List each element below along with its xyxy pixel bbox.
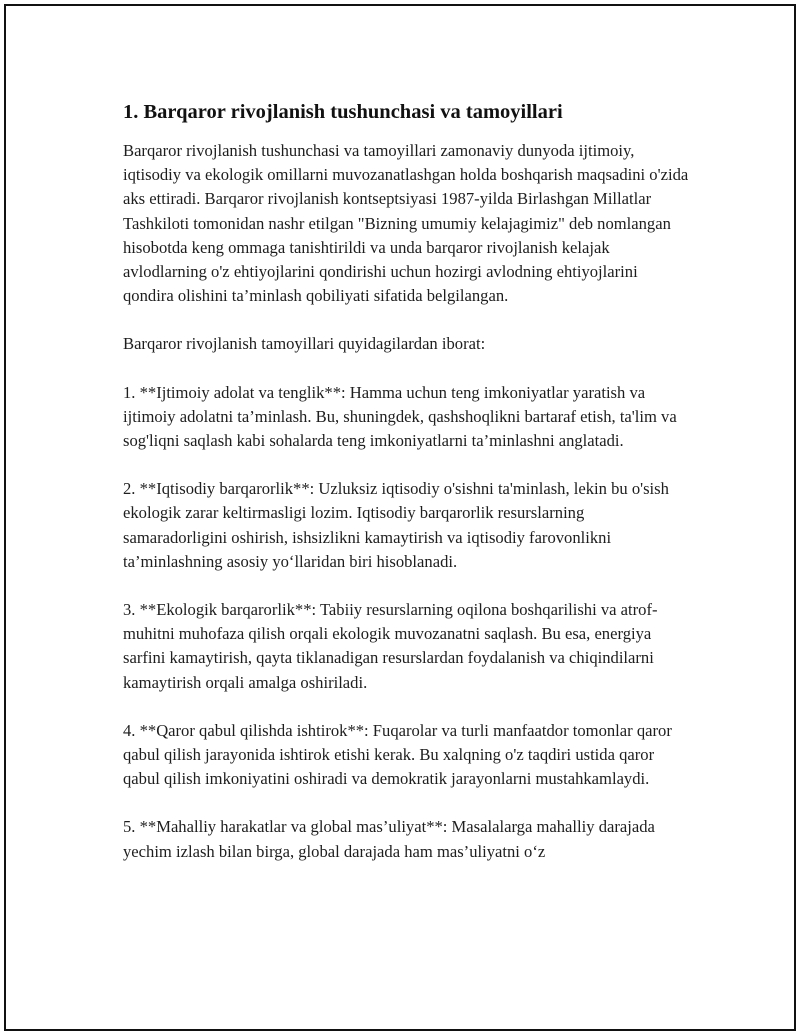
principle-4-paragraph: 4. **Qaror qabul qilishda ishtirok**: Fuqarolar va turli manfaatdor tomonlar qaror qabul qilish jarayonida ishtirok etishi kerak. Bu xalqning o'z taqdiri ustida qaror qabul qilish imkoniyatini oshiradi va demokratik jarayonlarni mustahkamlaydi. bbox=[123, 720, 672, 789]
document-body bbox=[123, 99, 691, 888]
principles-lead-paragraph: Barqaror rivojlanish tamoyillari quyidagilardan iborat: bbox=[123, 334, 486, 354]
principle-1-paragraph: 1. **Ijtimoiy adolat va tenglik**: Hamma uchun teng imkoniyatlar yaratish va ijtimoiy adolatni ta’minlash. Bu, shuningdek, qashshoqlikni bartaraf etish, ta'lim va sog'liqni saqlash kabi sohalarda teng imkoniyatlarni ta’minlashni anglatadi. bbox=[123, 382, 677, 451]
principle-3-paragraph: 3. **Ekologik barqarorlik**: Tabiiy resurslarning oqilona boshqarilishi va atrof-muhitni muhofaza qilish orqali ekologik muvozanatni saqlash. Bu esa, energiya sarfini kamaytirish, qayta tiklanadigan resurslardan foydalanish va chiqindilarni kamaytirish orqali amalga oshiriladi. bbox=[123, 600, 658, 692]
section-heading: 1. Barqaror rivojlanish tushunchasi va tamoyillari bbox=[123, 101, 563, 123]
page-frame bbox=[4, 4, 796, 1031]
principle-2-paragraph: 2. **Iqtisodiy barqarorlik**: Uzluksiz iqtisodiy o'sishni ta'minlash, lekin bu o'sish ekologik zarar keltirmasligi lozim. Iqtisodiy barqarorlik resurslarning samaradorligini oshirish, ishsizlikni kamaytirish va iqtisodiy farovonlikni ta’minlashning asosiy yo‘llaridan biri hisoblanadi. bbox=[123, 479, 669, 571]
principle-5-paragraph: 5. **Mahalliy harakatlar va global mas’uliyat**: Masalalarga mahalliy darajada yechim izlash bilan birga, global darajada ham mas’uliyatni o‘z bbox=[123, 817, 655, 861]
intro-paragraph: Barqaror rivojlanish tushunchasi va tamoyillari zamonaviy dunyoda ijtimoiy, iqtisodiy va ekologik omillarni muvozanatlashgan holda boshqarish maqsadini o'zida aks ettiradi. Barqaror rivojlanish kontseptsiyasi 1987-yilda Birlashgan Millatlar Tashkiloti tomonidan nashr etilgan "Bizning umumiy kelajagimiz" deb nomlangan hisobotda keng ommaga tanishtirildi va unda barqaror rivojlanish kelajak avlodlarning o'z ehtiyojlarini qondirishi uchun hozirgi avlodning ehtiyojlarini qondira olishini ta’minlash qobiliyati sifatida belgilangan. bbox=[123, 141, 689, 306]
